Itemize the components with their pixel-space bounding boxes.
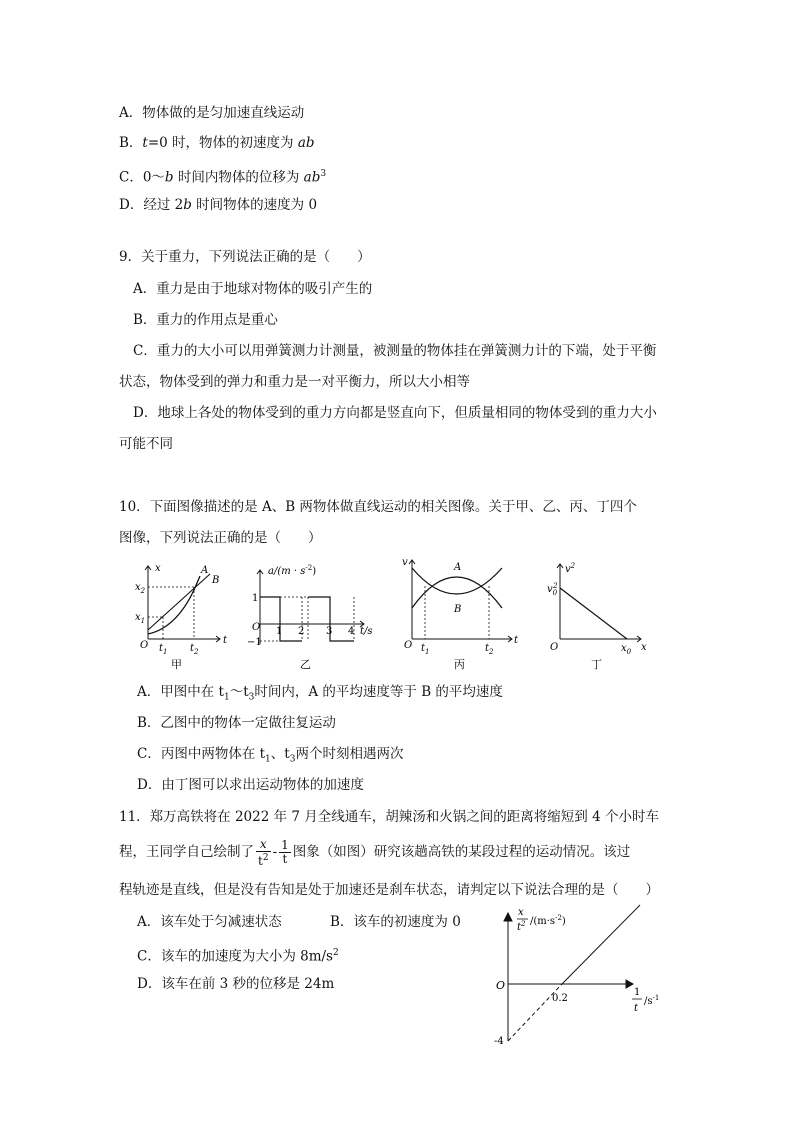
figure-yi-guides bbox=[260, 597, 354, 641]
figure-jia-axes bbox=[145, 566, 220, 642]
q8-option-d: D．经过 2b 时间物体的速度为 0 bbox=[119, 197, 318, 213]
figure-jia-x1: $x_1$ bbox=[135, 612, 146, 625]
figure-yi-tick-3: 3 bbox=[326, 626, 333, 637]
q8-option-a: A．物体做的是匀加速直线运动 bbox=[119, 105, 305, 121]
q11-graph-y-num: x bbox=[518, 907, 524, 918]
q11-stem-line3: 程轨迹是直线，但是没有告知是处于加速还是刹车状态，请判定以下说法合理的是（ ） bbox=[119, 882, 659, 898]
figure-bing-origin: O bbox=[404, 640, 413, 651]
q10-option-d: D．由丁图可以求出运动物体的加速度 bbox=[137, 777, 364, 793]
q11-fraction-x-over-t2: $\frac{x}{t^2}$ bbox=[258, 836, 269, 868]
figure-ding-caption: 丁 bbox=[591, 658, 602, 671]
figure-ding-x-label: x bbox=[641, 642, 647, 653]
figure-ding-x0: $x_0$ bbox=[621, 643, 632, 656]
q11-graph-x-intercept: 0.2 bbox=[552, 993, 568, 1004]
q10-stem-line2: 图像，下列说法正确的是（ ） bbox=[119, 530, 322, 546]
figure-bing-t2: $t_2$ bbox=[485, 643, 494, 656]
q8-option-b: B．t=0 时，物体的初速度为 ab bbox=[119, 135, 315, 151]
q11-option-b: B．该车的初速度为 0 bbox=[330, 914, 461, 930]
figure-bing bbox=[398, 556, 524, 672]
figure-yi-tick-4: 4 bbox=[348, 626, 355, 637]
figure-jia-curve-a bbox=[148, 576, 200, 634]
q11-graph bbox=[488, 905, 678, 1055]
figure-jia bbox=[128, 560, 228, 672]
q9-option-b: B．重力的作用点是重心 bbox=[133, 312, 278, 328]
figure-bing-t1: $t_1$ bbox=[421, 643, 430, 656]
q11-option-c: C．该车的加速度为大小为 $8m/s^2$ bbox=[137, 948, 339, 965]
q11-graph-x-num: 1 bbox=[634, 987, 641, 998]
figure-jia-origin: O bbox=[140, 640, 149, 651]
figure-jia-label-b: B bbox=[212, 575, 220, 586]
q10-stem-line1: 10．下面图像描述的是 A、B 两物体做直线运动的相关图像。关于甲、乙、丙、丁四个 bbox=[119, 499, 637, 515]
figure-ding-line bbox=[560, 588, 627, 639]
figure-bing-label-a: A bbox=[454, 562, 462, 573]
figure-bing-caption: 丙 bbox=[454, 658, 465, 671]
figure-yi-tick-2: 2 bbox=[298, 626, 305, 637]
q8-option-c: C．0～b 时间内物体的位移为 $ab^3$ bbox=[119, 169, 327, 186]
q10-option-c: C．丙图中两物体在 $t_1$、$t_3$两个时刻相遇两次 bbox=[137, 746, 404, 765]
figure-yi-origin: O bbox=[252, 622, 261, 633]
q9-stem: 9．关于重力，下列说法正确的是（ ） bbox=[119, 249, 371, 265]
q9-option-c-line2: 状态，物体受到的弹力和重力是一对平衡力，所以大小相等 bbox=[119, 374, 470, 390]
q9-option-a: A．重力是由于地球对物体的吸引产生的 bbox=[133, 281, 373, 297]
figure-jia-label-a: A bbox=[201, 565, 209, 576]
q10-option-b: B．乙图中的物体一定做往复运动 bbox=[137, 715, 336, 731]
figure-jia-x-label: t bbox=[223, 635, 228, 646]
figure-yi-signal bbox=[260, 597, 354, 641]
figure-yi-tick-1: 1 bbox=[276, 626, 283, 637]
q11-graph-solid-line bbox=[562, 905, 640, 984]
q11-graph-origin: O bbox=[496, 979, 506, 992]
figure-jia-x2: $x_2$ bbox=[135, 582, 146, 595]
figure-jia-caption: 甲 bbox=[171, 658, 182, 671]
q11-graph-y-intercept: -4 bbox=[494, 1036, 504, 1047]
q11-graph-x-unit: $/s^{-1}$ bbox=[644, 994, 660, 1007]
figure-ding-y-label: $v^2$ bbox=[565, 562, 576, 575]
figure-jia-t2: $t_2$ bbox=[190, 643, 199, 656]
q11-stem-line1: 11．郑万高铁将在 2022 年 7 月全线通车，胡辣汤和火锅之间的距离将缩短到 4 个小时车 bbox=[119, 809, 659, 825]
q9-option-d-line1: D．地球上各处的物体受到的重力方向都是竖直向下，但质量相同的物体受到的重力大小 bbox=[133, 405, 657, 421]
q11-stem-line2: 程，王同学自己绘制了 $\frac{x}{t^2}$ - $\frac{1}{t}$ 图象（如图）研究该趟高铁的某段过程的运动情况。该过 bbox=[119, 836, 631, 868]
figure-ding-axes bbox=[557, 564, 641, 642]
q9-option-c-line1: C．重力的大小可以用弹簧测力计测量，被测量的物体挂在弹簧测力计的下端，处于平衡 bbox=[133, 343, 657, 359]
q11-fraction-1-over-t: $\frac{1}{t}$ bbox=[281, 838, 289, 866]
q11-graph-y-den: $t^2$ bbox=[517, 920, 526, 933]
figure-bing-y-label: v bbox=[402, 557, 408, 568]
figure-jia-t1: $t_1$ bbox=[159, 643, 168, 656]
q10-option-a: A．甲图中在 $t_1\sim t_3$时间内，A 的平均速度等于 B 的平均速度 bbox=[137, 684, 503, 703]
q11-graph-y-unit: $/(m\cdot s^{-2})$ bbox=[530, 914, 566, 927]
figure-yi-caption: 乙 bbox=[300, 658, 311, 671]
figure-yi-y-label: $a/(m \cdot s^{-2})$ bbox=[268, 564, 317, 577]
figure-ding-v0: $v_02$ bbox=[547, 582, 558, 597]
figure-yi-x-label: t/s bbox=[360, 626, 373, 637]
q9-option-d-line2: 可能不同 bbox=[119, 436, 173, 452]
figure-bing-x-label: t bbox=[514, 635, 519, 646]
q11-option-d: D．该车在前 3 秒的位移是 24m bbox=[137, 976, 335, 992]
q11-option-a: A．该车处于匀减速状态 bbox=[137, 914, 282, 930]
figure-yi-neg-one: −1 bbox=[247, 637, 262, 648]
figure-jia-y-label: x bbox=[155, 563, 161, 574]
figure-jia-line-b bbox=[148, 574, 210, 630]
figure-yi bbox=[244, 560, 380, 672]
figure-yi-one: 1 bbox=[252, 593, 259, 604]
figure-ding bbox=[545, 560, 651, 672]
figure-bing-label-b: B bbox=[454, 604, 462, 615]
q11-graph-x-den: t bbox=[634, 1003, 639, 1014]
figure-ding-origin: O bbox=[550, 642, 559, 653]
